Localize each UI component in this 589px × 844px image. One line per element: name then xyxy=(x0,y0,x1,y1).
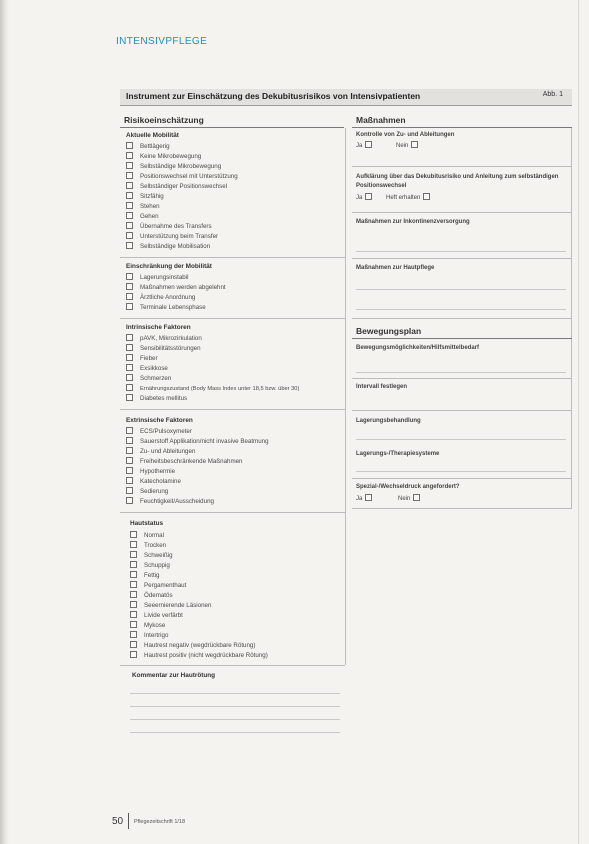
checkbox-item[interactable] xyxy=(126,394,187,403)
checkbox-label: Sitzfähig xyxy=(140,193,164,200)
checkbox-item[interactable] xyxy=(126,477,181,486)
checkbox[interactable] xyxy=(126,427,133,434)
plan-divider xyxy=(352,410,572,411)
checkbox[interactable] xyxy=(130,651,137,658)
checkbox-label: Sensibilitätsstörungen xyxy=(140,345,201,352)
restriction-title: Einschränkung der Mobilität xyxy=(126,263,212,270)
checkbox[interactable] xyxy=(130,551,137,558)
checkbox-label: Mykose xyxy=(144,622,166,629)
checkbox-label: Trocken xyxy=(144,542,167,549)
checkbox-item[interactable] xyxy=(126,283,226,292)
checkbox[interactable] xyxy=(130,571,137,578)
special-yes[interactable] xyxy=(356,494,372,504)
aids-label: Bewegungsmöglichkeiten/Hilfsmittelbedarf xyxy=(356,345,480,351)
measures-divider xyxy=(352,212,572,213)
risk-heading-rule xyxy=(120,127,344,128)
risk-heading: Risikoeinschätzung xyxy=(124,115,204,125)
checkbox-item[interactable] xyxy=(126,152,201,161)
comment-line[interactable] xyxy=(130,732,340,733)
checkbox-label: Übernahme des Transfers xyxy=(140,223,212,230)
systems-line[interactable] xyxy=(356,471,566,472)
form-title: Instrument zur Einschätzung des Dekubitusrisikos von Intensivpatienten xyxy=(126,91,421,101)
checkbox-item[interactable] xyxy=(126,374,171,383)
education-handout[interactable] xyxy=(386,193,430,203)
checkbox-label: Terminale Lebensphase xyxy=(140,304,206,311)
checkbox-label: Positionswechsel mit Unterstützung xyxy=(140,173,238,180)
checkbox[interactable] xyxy=(130,531,137,538)
checkbox-label: Schweißig xyxy=(144,552,173,559)
education-label: Aufklärung über das Dekubitusrisiko und Anleitung zum selbständigen Positionswechsel xyxy=(356,174,559,189)
checkbox-label: Seeernierende Läsionen xyxy=(144,602,212,609)
checkbox[interactable] xyxy=(126,162,133,169)
checkbox[interactable] xyxy=(130,591,137,598)
checkbox-item[interactable] xyxy=(130,571,159,580)
checkbox-label: Fettig xyxy=(144,572,160,579)
checkbox[interactable] xyxy=(126,334,133,341)
checkbox-item[interactable] xyxy=(126,212,159,221)
checkbox[interactable] xyxy=(130,541,137,548)
checkbox-item[interactable] xyxy=(130,601,211,610)
checkbox-item[interactable] xyxy=(126,354,158,363)
group-divider xyxy=(120,512,345,513)
checkbox[interactable] xyxy=(126,354,133,361)
figure-tag: Abb. 1 xyxy=(542,91,563,98)
checkbox[interactable] xyxy=(365,141,372,148)
special-label: Spezial-/Wechseldruck angefordert? xyxy=(356,484,460,490)
checkbox[interactable] xyxy=(130,621,137,628)
checkbox[interactable] xyxy=(126,142,133,149)
checkbox-item[interactable] xyxy=(126,202,160,211)
skincare-line[interactable] xyxy=(356,309,566,310)
plan-heading-rule xyxy=(352,338,572,339)
yes-label: Ja xyxy=(356,496,363,502)
checkbox-item[interactable] xyxy=(130,531,164,540)
checkbox-label: Intertrigo xyxy=(144,632,169,639)
section-heading: INTENSIVPFLEGE xyxy=(116,36,208,47)
comment-line[interactable] xyxy=(130,693,340,694)
yes-label: Ja xyxy=(356,195,363,201)
checkbox[interactable] xyxy=(126,182,133,189)
checkbox[interactable] xyxy=(126,384,133,391)
checkbox-item[interactable] xyxy=(130,611,183,620)
positioning-label: Lagerungsbehandlung xyxy=(356,418,421,424)
checkbox-item[interactable] xyxy=(126,172,238,181)
checkbox-label: Hypothermie xyxy=(140,468,176,475)
plan-divider xyxy=(352,378,572,379)
yes-label: Ja xyxy=(356,143,363,149)
checkbox-item[interactable] xyxy=(126,334,202,343)
checkbox[interactable] xyxy=(365,494,372,501)
checkbox-label: Selbständiger Positionswechsel xyxy=(140,183,228,190)
checkbox[interactable] xyxy=(126,152,133,159)
checkbox[interactable] xyxy=(126,467,133,474)
checkbox-label: pAVK, Mikrozirkulation xyxy=(140,335,202,342)
education-yes[interactable] xyxy=(356,193,372,203)
checkbox[interactable] xyxy=(126,457,133,464)
comment-line[interactable] xyxy=(130,719,340,720)
checkbox-item[interactable] xyxy=(126,182,227,191)
checkbox-label: Bettlägerig xyxy=(140,143,170,150)
no-label: Nein xyxy=(396,143,409,149)
checkbox[interactable] xyxy=(126,437,133,444)
comments-label: Kommentar zur Hautrötung xyxy=(132,672,216,679)
checkbox-label: Gehen xyxy=(140,213,159,220)
checkbox-item[interactable] xyxy=(126,192,164,201)
checkbox-label: Sedierung xyxy=(140,488,169,495)
plan-heading: Bewegungsplan xyxy=(356,326,422,336)
checkbox[interactable] xyxy=(126,212,133,219)
checkbox[interactable] xyxy=(130,611,137,618)
checkbox-item[interactable] xyxy=(126,222,212,231)
checkbox[interactable] xyxy=(130,631,137,638)
skincare-label: Maßnahmen zur Hautpflege xyxy=(356,265,435,271)
checkbox[interactable] xyxy=(411,141,418,148)
checkbox-label: Sauerstoff Applikation/nicht invasive Beatmung xyxy=(140,438,269,445)
checkbox[interactable] xyxy=(126,447,133,454)
aids-line[interactable] xyxy=(356,372,566,373)
checkbox-item[interactable] xyxy=(130,651,268,660)
checkbox-label: Maßnahmen werden abgelehnt xyxy=(140,284,226,291)
checkbox-label: Fieber xyxy=(140,355,158,362)
checkbox[interactable] xyxy=(126,364,133,371)
checkbox[interactable] xyxy=(126,172,133,179)
checkbox-label: Ernährungszustand (Body Mass Index unter 18,5 bzw. über 30) xyxy=(140,386,300,392)
measures-divider xyxy=(352,258,572,259)
checkbox-item[interactable] xyxy=(130,551,173,560)
checkbox-label: Ärztliche Anordnung xyxy=(140,294,196,301)
checkbox[interactable] xyxy=(126,273,133,280)
positioning-line[interactable] xyxy=(356,439,566,440)
checkbox-label: Stehen xyxy=(140,203,160,210)
checkbox-item[interactable] xyxy=(126,364,168,373)
measures-divider xyxy=(352,318,572,319)
supply-line[interactable] xyxy=(356,251,566,252)
checkbox[interactable] xyxy=(126,477,133,484)
checkbox[interactable] xyxy=(126,242,133,249)
checkbox-label: Exsikkose xyxy=(140,365,168,372)
checkbox-label: Diabetes mellitus xyxy=(140,395,188,402)
checkbox-label: Normal xyxy=(144,532,164,539)
checkbox-label: Hautrest negativ (wegdrückbare Rötung) xyxy=(144,642,256,649)
checkbox-item[interactable] xyxy=(126,344,201,353)
checkbox-item[interactable] xyxy=(130,541,166,550)
checkbox[interactable] xyxy=(130,641,137,648)
plan-divider xyxy=(352,508,572,509)
supply-label: Maßnahmen zur Inkontinenzversorgung xyxy=(356,219,470,225)
checkbox-item[interactable] xyxy=(130,591,173,600)
checkbox-item[interactable] xyxy=(126,242,210,251)
checkbox-label: Selbständige Mobilisation xyxy=(140,243,211,250)
checkbox[interactable] xyxy=(130,581,137,588)
checkbox-item[interactable] xyxy=(126,457,243,466)
checkbox-item[interactable] xyxy=(130,641,255,650)
control-label: Kontrolle von Zu- und Ableitungen xyxy=(356,132,455,138)
group-divider xyxy=(120,665,345,666)
checkbox[interactable] xyxy=(126,222,133,229)
checkbox[interactable] xyxy=(130,561,137,568)
checkbox[interactable] xyxy=(126,283,133,290)
checkbox-label: Keine Mikrobewegung xyxy=(140,153,202,160)
checkbox-item[interactable] xyxy=(126,232,218,241)
checkbox-item[interactable] xyxy=(130,621,165,630)
comment-line[interactable] xyxy=(130,706,340,707)
group-divider xyxy=(120,257,345,258)
checkbox-item[interactable] xyxy=(126,273,189,282)
checkbox-item[interactable] xyxy=(130,631,168,640)
checkbox-label: Hautrest positiv (nicht wegdrückbare Rötung) xyxy=(144,652,268,659)
handout-label: Heft erhalten xyxy=(386,195,421,201)
checkbox-item[interactable] xyxy=(126,467,175,476)
interval-label: Intervall festlegen xyxy=(356,384,408,390)
checkbox-item[interactable] xyxy=(126,487,168,496)
intrinsic-title: Intrinsische Faktoren xyxy=(126,324,191,331)
checkbox[interactable] xyxy=(423,193,430,200)
group-divider xyxy=(120,318,345,319)
systems-label: Lagerungs-/Therapiesysteme xyxy=(356,451,440,457)
checkbox[interactable] xyxy=(365,193,372,200)
checkbox-label: Schmerzen xyxy=(140,375,172,382)
plan-divider xyxy=(352,478,572,479)
group-divider xyxy=(120,409,345,410)
checkbox-label: Ödematös xyxy=(144,592,173,599)
checkbox-item[interactable] xyxy=(126,437,269,446)
checkbox-label: Unterstützung beim Transfer xyxy=(140,233,219,240)
footer-divider xyxy=(128,813,129,829)
checkbox-label: Freiheitsbeschränkende Maßnahmen xyxy=(140,458,243,465)
checkbox[interactable] xyxy=(126,487,133,494)
checkbox-label: Zu- und Ableitungen xyxy=(140,448,196,455)
checkbox[interactable] xyxy=(126,303,133,310)
checkbox[interactable] xyxy=(126,497,133,504)
checkbox-item[interactable] xyxy=(130,581,186,590)
special-no[interactable] xyxy=(398,494,420,504)
control-yes[interactable] xyxy=(356,141,372,151)
footer-text: Pflegezeitschrift 1/18 xyxy=(134,819,186,825)
no-label: Nein xyxy=(398,496,411,502)
measures-heading: Maßnahmen xyxy=(356,115,406,125)
checkbox-item[interactable] xyxy=(126,162,221,171)
checkbox[interactable] xyxy=(126,394,133,401)
checkbox-label: Schuppig xyxy=(144,562,170,569)
checkbox-label: Feuchtigkeit/Ausscheidung xyxy=(140,498,214,505)
left-column-border xyxy=(345,128,346,665)
checkbox-item[interactable] xyxy=(126,303,206,312)
checkbox[interactable] xyxy=(413,494,420,501)
checkbox[interactable] xyxy=(126,374,133,381)
page-edge xyxy=(578,0,579,844)
page-binding-shadow xyxy=(0,0,9,844)
checkbox-label: Katecholamine xyxy=(140,478,181,485)
checkbox-label: Livide verfärbt xyxy=(144,612,183,619)
checkbox-label: ECS/Pulsoxymeter xyxy=(140,428,192,435)
checkbox-label: Pergamenthaut xyxy=(144,582,187,589)
page-number: 50 xyxy=(112,816,124,827)
checkbox[interactable] xyxy=(126,192,133,199)
checkbox-item[interactable] xyxy=(126,384,299,393)
skincare-line[interactable] xyxy=(356,289,566,290)
checkbox-item[interactable] xyxy=(126,497,214,506)
extrinsic-title: Extrinsische Faktoren xyxy=(126,417,193,424)
checkbox[interactable] xyxy=(126,293,133,300)
checkbox-item[interactable] xyxy=(126,293,195,302)
skin-title: Hautstatus xyxy=(130,520,164,527)
checkbox-item[interactable] xyxy=(126,427,192,436)
checkbox[interactable] xyxy=(126,202,133,209)
checkbox-label: Selbständige Mikrobewegung xyxy=(140,163,222,170)
control-no[interactable] xyxy=(396,141,418,151)
checkbox[interactable] xyxy=(130,601,137,608)
checkbox-item[interactable] xyxy=(126,142,170,151)
checkbox-item[interactable] xyxy=(130,561,170,570)
form-title-bar xyxy=(120,89,572,106)
mobility-title: Aktuelle Mobilität xyxy=(126,132,179,139)
measures-divider xyxy=(352,166,572,167)
checkbox[interactable] xyxy=(126,232,133,239)
checkbox-label: Lagerungsinstabil xyxy=(140,274,189,281)
measures-heading-rule xyxy=(352,127,572,128)
checkbox-item[interactable] xyxy=(126,447,195,456)
checkbox[interactable] xyxy=(126,344,133,351)
